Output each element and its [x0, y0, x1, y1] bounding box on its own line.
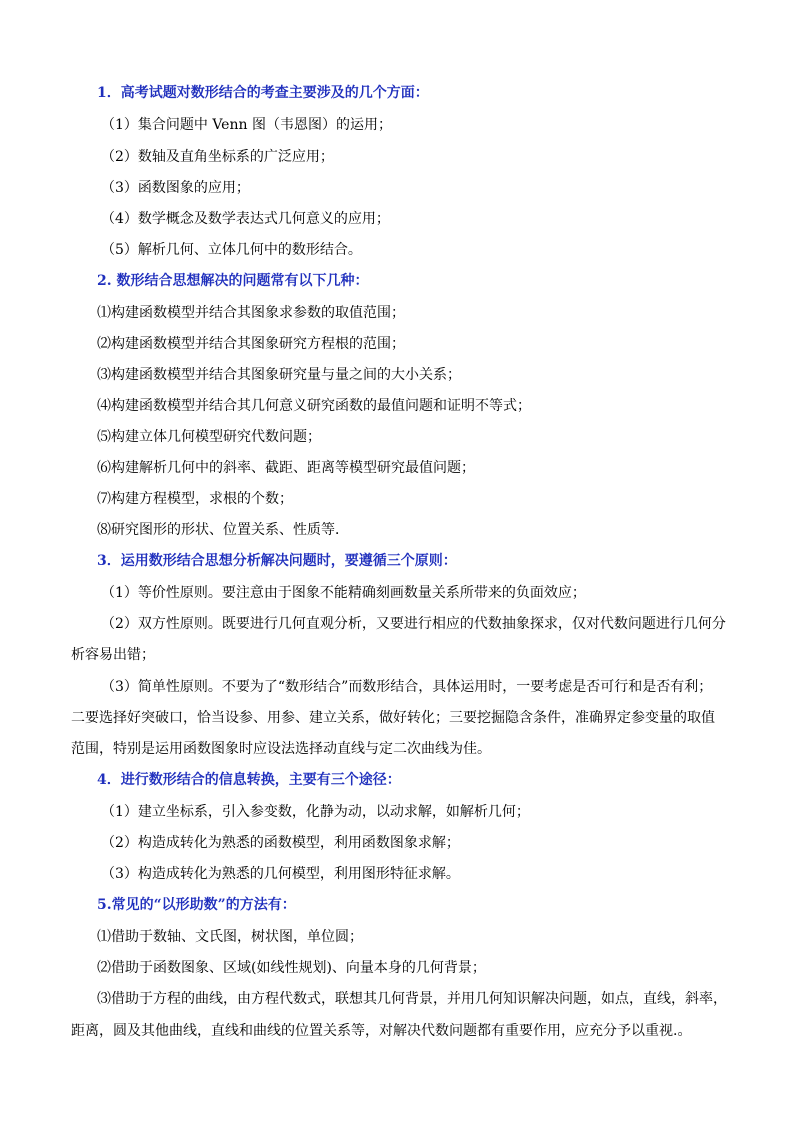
section-5-item-3-line-2: 距离，圆及其他曲线，直线和曲线的位置关系等，对解决代数问题都有重要作用，应充分予以重视.。	[71, 1023, 692, 1039]
section-5-item-2: ⑵借助于函数图象、区域(如线性规划)、向量本身的几何背景；	[97, 960, 486, 976]
section-4-heading: 4．进行数形结合的信息转换，主要有三个途径：	[97, 772, 401, 788]
section-2-item-2: ⑵构建函数模型并结合其图象研究方程根的范围；	[97, 336, 405, 352]
section-5-heading: 5.常见的“以形助数”的方法有：	[97, 897, 296, 913]
section-1-item-2: （2）数轴及直角坐标系的广泛应用；	[101, 149, 334, 165]
section-2-item-4: ⑷构建函数模型并结合其几何意义研究函数的最值问题和证明不等式；	[97, 398, 531, 414]
section-2-item-3: ⑶构建函数模型并结合其图象研究量与量之间的大小关系；	[97, 367, 461, 383]
section-3-principle-3-line-3: 范围，特别是运用函数图象时应设法选择动直线与定二次曲线为佳。	[71, 741, 491, 757]
section-2-item-8: ⑻研究图形的形状、位置关系、性质等．	[97, 522, 349, 538]
section-3-principle-2-line-2: 析容易出错；	[71, 647, 155, 663]
section-3-heading: 3．运用数形结合思想分析解决问题时，要遵循三个原则：	[97, 553, 457, 569]
section-2-item-1: ⑴构建函数模型并结合其图象求参数的取值范围；	[97, 305, 405, 321]
section-3-principle-3-line-2: 二要选择好突破口，恰当设参、用参、建立关系，做好转化；三要挖掘隐含条件，准确界定参变量的取值	[71, 710, 715, 726]
section-1-item-3: （3）函数图象的应用；	[101, 180, 250, 196]
section-5-item-3-line-1: ⑶借助于方程的曲线，由方程代数式，联想其几何背景，并用几何知识解决问题，如点，直线，斜率，	[97, 991, 727, 1007]
section-5-item-1: ⑴借助于数轴、文氏图，树状图，单位圆；	[97, 929, 363, 945]
section-3-principle-2-line-1: （2）双方性原则。既要进行几何直观分析，又要进行相应的代数抽象探求，仅对代数问题进行几何分	[101, 616, 726, 632]
section-1-item-1: （1）集合问题中 Venn 图（韦恩图）的运用；	[101, 117, 392, 133]
section-4-item-1: （1）建立坐标系，引入参变数，化静为动，以动求解，如解析几何；	[101, 804, 530, 820]
section-1-heading: 1．高考试题对数形结合的考查主要涉及的几个方面：	[97, 85, 429, 101]
section-2-item-7: ⑺构建方程模型，求根的个数；	[97, 491, 293, 507]
section-3-principle-3-line-1: （3）简单性原则。不要为了“数形结合”而数形结合，具体运用时，一要考虑是否可行和是否有利；	[101, 679, 713, 695]
section-4-item-3: （3）构造成转化为熟悉的几何模型，利用图形特征求解。	[101, 866, 460, 882]
section-2-heading: 2. 数形结合思想解决的问题常有以下几种：	[97, 273, 369, 289]
section-2-item-5: ⑸构建立体几何模型研究代数问题；	[97, 429, 321, 445]
section-1-item-5: （5）解析几何、立体几何中的数形结合。	[101, 242, 362, 258]
section-3-principle-1: （1）等价性原则。要注意由于图象不能精确刻画数量关系所带来的负面效应；	[101, 585, 586, 601]
section-4-item-2: （2）构造成转化为熟悉的函数模型，利用函数图象求解；	[101, 835, 460, 851]
section-2-item-6: ⑹构建解析几何中的斜率、截距、距离等模型研究最值问题；	[97, 460, 475, 476]
section-1-item-4: （4）数学概念及数学表达式几何意义的应用；	[101, 211, 390, 227]
